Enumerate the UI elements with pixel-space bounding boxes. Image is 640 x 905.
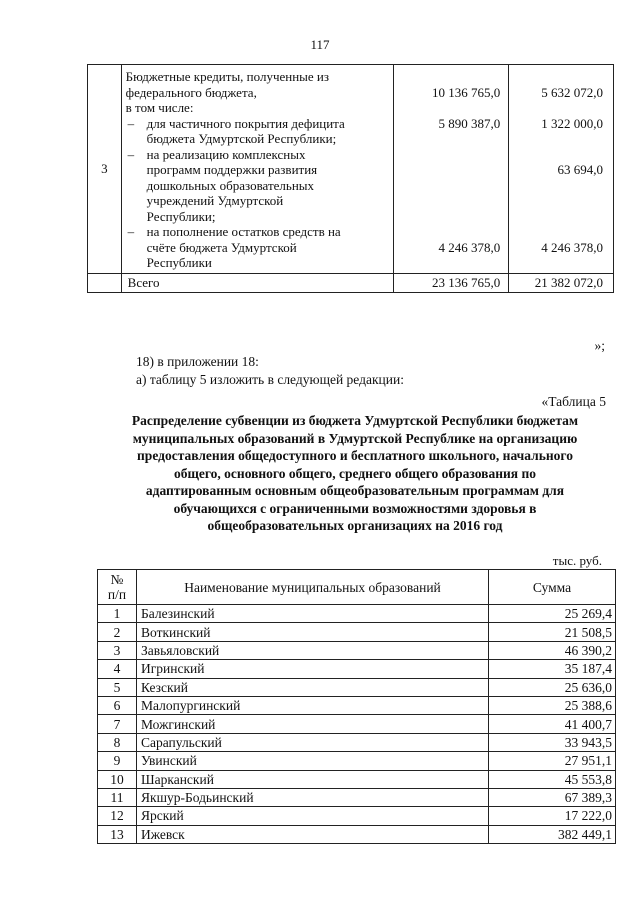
credits-dash-cont — [126, 193, 389, 209]
credits-value — [509, 131, 603, 147]
credits-value — [509, 147, 603, 163]
credits-line: для частичного покрытия дефицита — [146, 115, 345, 131]
table-row — [98, 770, 616, 788]
total-value-b: 21 382 072,0 — [509, 273, 614, 292]
credits-name-cell — [121, 65, 393, 274]
row-sum: 382 449,1 — [489, 825, 616, 843]
row-municipality: Завьяловский — [137, 641, 489, 659]
row-municipality: Ярский — [137, 807, 489, 825]
credits-line: дошкольных образовательных — [146, 177, 315, 193]
credits-value — [509, 69, 603, 85]
row-num: 6 — [98, 696, 137, 714]
credits-dash-item — [126, 116, 389, 132]
row-sum: 17 222,0 — [489, 807, 616, 825]
table-row — [98, 623, 616, 641]
row-num: 2 — [98, 623, 137, 641]
row-num: 13 — [98, 825, 137, 843]
credits-value: 5 890 387,0 — [438, 115, 501, 131]
title-line: общего, основного общего, среднего общего образования по — [173, 465, 536, 481]
row-sum: 21 508,5 — [489, 623, 616, 641]
item-18: 18) в приложении 18: — [136, 354, 259, 369]
credits-value — [394, 131, 500, 147]
credits-col-b — [509, 65, 614, 274]
title-line: Распределение субвенции из бюджета Удмуртской Республики бюджетам — [131, 413, 579, 428]
credits-value — [509, 255, 603, 271]
credits-dash-cont — [126, 162, 389, 178]
title-line: муниципальных образований в Удмуртской Республике на организацию — [132, 430, 578, 446]
row-municipality: Шарканский — [137, 770, 489, 788]
credits-value: 5 632 072,0 — [541, 84, 603, 100]
credits-dash-cont — [126, 240, 389, 256]
row-sum: 27 951,1 — [489, 752, 616, 770]
closing-quote: »; — [594, 338, 605, 353]
credits-value — [394, 224, 500, 240]
credits-value — [509, 224, 603, 240]
credits-line: федерального бюджета, — [125, 84, 257, 100]
credits-value — [394, 193, 500, 209]
total-empty-cell — [88, 273, 122, 292]
credits-line: в том числе: — [125, 100, 194, 115]
credits-col-a — [394, 65, 509, 274]
credits-line: учреждений Удмуртской — [146, 193, 284, 208]
row-sum: 67 389,3 — [489, 788, 616, 806]
subsidy-table — [97, 569, 616, 844]
row-sum: 45 553,8 — [489, 770, 616, 788]
credits-dash-cont — [126, 255, 389, 271]
row-num: 10 — [98, 770, 137, 788]
table-row — [98, 715, 616, 733]
row-sum: 46 390,2 — [489, 641, 616, 659]
table-row — [98, 788, 616, 806]
total-label: Всего — [121, 273, 393, 292]
row-municipality: Кезский — [137, 678, 489, 696]
credits-value — [394, 69, 500, 85]
credits-line: на реализацию комплексных — [146, 146, 306, 162]
header-num-line2: п/п — [107, 587, 127, 602]
table-row — [98, 733, 616, 751]
row-num: 3 — [98, 641, 137, 659]
row-num: 5 — [98, 678, 137, 696]
row-sum: 25 388,6 — [489, 696, 616, 714]
credits-dash-item — [126, 224, 389, 240]
title-line: адаптированным основным общеобразовательным программам для — [145, 483, 565, 498]
row-municipality: Сарапульский — [137, 733, 489, 751]
credits-line: Бюджетные кредиты, полученные из — [125, 69, 330, 84]
table-row — [98, 752, 616, 770]
row-municipality: Можгинский — [137, 715, 489, 733]
row-municipality: Якшур-Бодьинский — [137, 788, 489, 806]
credits-value: 63 694,0 — [557, 162, 603, 177]
credits-value: 4 246 378,0 — [541, 239, 603, 255]
credits-line: счёте бюджета Удмуртской — [146, 239, 297, 255]
table-caption: «Таблица 5 — [541, 394, 606, 409]
credits-value — [394, 178, 500, 194]
unit-label: тыс. руб. — [552, 553, 602, 568]
dash-bullet: – — [127, 146, 135, 162]
credits-value: 10 136 765,0 — [432, 84, 501, 100]
row-municipality: Ижевск — [137, 825, 489, 843]
document-title — [90, 412, 620, 535]
row-sum: 41 400,7 — [489, 715, 616, 733]
table-row — [98, 696, 616, 714]
credits-dash-cont — [126, 209, 389, 225]
row-municipality: Воткинский — [137, 623, 489, 641]
credits-value — [509, 193, 603, 209]
row-sum: 33 943,5 — [489, 733, 616, 751]
credits-value: 1 322 000,0 — [541, 115, 603, 131]
row-municipality: Балезинский — [137, 605, 489, 623]
row-num: 4 — [98, 660, 137, 678]
credits-value — [394, 255, 500, 271]
row-sum: 35 187,4 — [489, 660, 616, 678]
row-municipality: Малопургинский — [137, 696, 489, 714]
item-a: а) таблицу 5 изложить в следующей редакции: — [136, 372, 404, 387]
credits-row — [88, 65, 614, 274]
table-row — [98, 660, 616, 678]
credits-table — [87, 64, 614, 293]
row-municipality: Увинский — [137, 752, 489, 770]
header-sum: Сумма — [489, 570, 616, 605]
table-row — [98, 807, 616, 825]
credits-value: 4 246 378,0 — [438, 239, 501, 255]
row-num: 9 — [98, 752, 137, 770]
table-row — [98, 678, 616, 696]
row-num: 12 — [98, 807, 137, 825]
credits-dash-cont — [126, 131, 389, 147]
title-line: общеобразовательных организациях на 2016 год — [207, 518, 503, 533]
row-num: 8 — [98, 733, 137, 751]
credits-dash-cont — [126, 178, 389, 194]
row-municipality: Игринский — [137, 660, 489, 678]
page-number: 117 — [310, 37, 330, 52]
row-number: 3 — [88, 65, 122, 274]
header-num — [98, 570, 137, 605]
header-name: Наименование муниципальных образований — [137, 570, 489, 605]
table-row — [98, 605, 616, 623]
credits-value — [509, 209, 603, 225]
title-line: обучающихся с ограниченными возможностями здоровья в — [173, 500, 537, 516]
row-sum: 25 636,0 — [489, 678, 616, 696]
table-row — [98, 825, 616, 843]
row-num: 7 — [98, 715, 137, 733]
credits-value — [394, 162, 500, 178]
credits-value — [509, 100, 603, 116]
credits-total-row — [88, 273, 614, 292]
dash-bullet: – — [127, 224, 135, 239]
row-sum: 25 269,4 — [489, 605, 616, 623]
dash-bullet: – — [127, 115, 135, 131]
credits-line: Республики — [146, 255, 212, 270]
subsidy-header-row — [98, 570, 616, 605]
table-row — [98, 641, 616, 659]
credits-line: Республики; — [146, 208, 216, 224]
header-num-line1: № — [110, 572, 124, 587]
credits-line: программ поддержки развития — [146, 162, 318, 177]
credits-line: на пополнение остатков средств на — [146, 224, 341, 239]
credits-value — [394, 100, 500, 116]
credits-value — [509, 178, 603, 194]
credits-dash-item — [126, 147, 389, 163]
title-line: предоставления общедоступного и бесплатного школьного, начального — [137, 448, 573, 463]
credits-line: бюджета Удмуртской Республики; — [146, 131, 337, 146]
total-value-a: 23 136 765,0 — [394, 273, 509, 292]
credits-value — [394, 147, 500, 163]
credits-value — [394, 209, 500, 225]
row-num: 1 — [98, 605, 137, 623]
row-num: 11 — [98, 788, 137, 806]
